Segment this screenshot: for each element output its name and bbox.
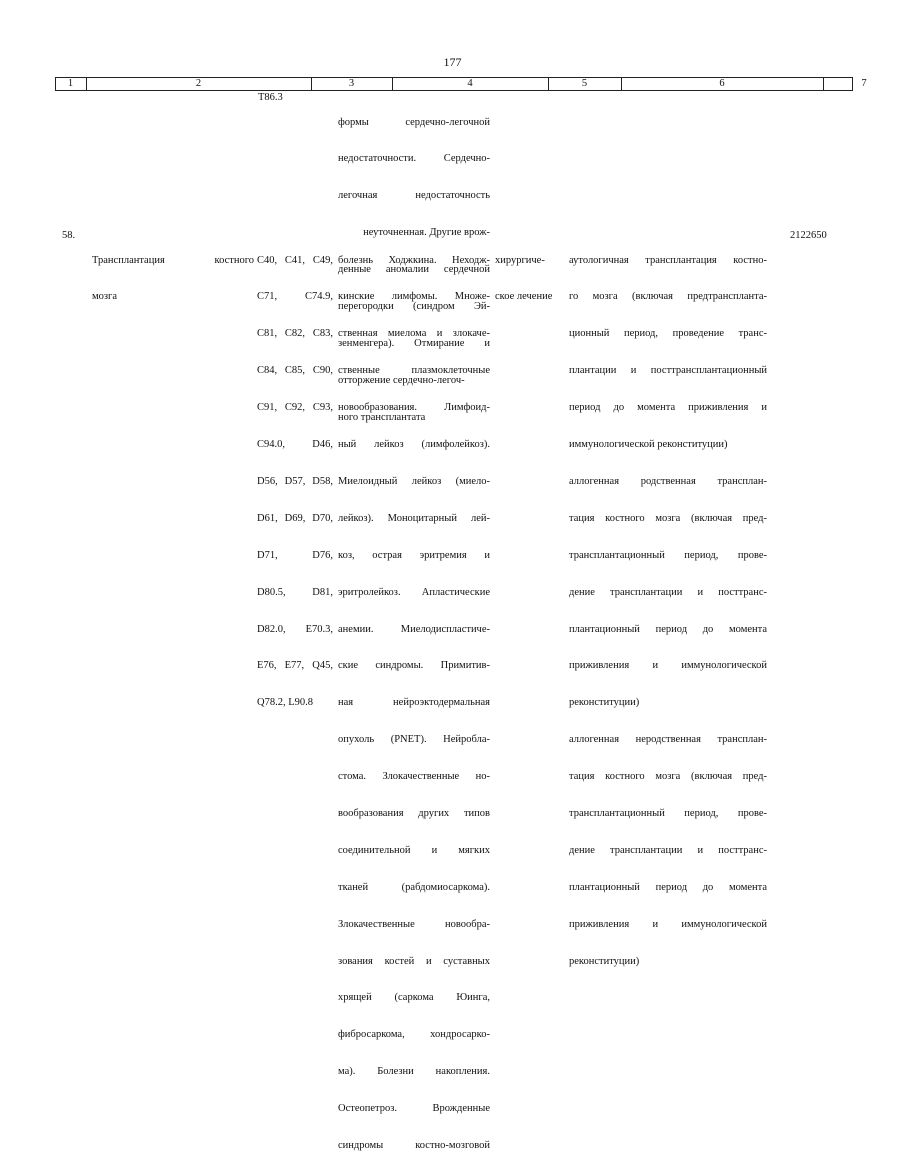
text-line: коз, острая эритремия и (338, 549, 490, 561)
text-line: C91, C92, C93, (257, 402, 333, 414)
text-line: соединительной и мягких (338, 844, 490, 856)
text-line: иммунологической реконституции) (569, 439, 728, 451)
text-line: хрящей (саркома Юинга, (338, 992, 490, 1004)
text-line: D80.5, D81, (257, 586, 333, 598)
text-line: плантации и посттрансплантационный (569, 365, 767, 377)
text-line: аллогенная неродственная трансплан- (569, 734, 767, 746)
text-line: ское лечение (495, 291, 553, 303)
text-line: мозга (92, 291, 118, 303)
col-divider (548, 77, 549, 90)
row-treatment-type (495, 230, 565, 316)
text-line: D56, D57, D58, (257, 475, 333, 487)
text-line: дение трансплантации и посттранс- (569, 586, 767, 598)
text-line: анемии. Миелодиспластиче- (338, 623, 490, 635)
col-divider (55, 77, 56, 90)
header-col-7: 7 (861, 78, 867, 89)
text-line: C94.0, D46, (257, 439, 333, 451)
text-line: неуточненная. Другие врож- (363, 227, 490, 239)
text-line: ный лейкоз (лимфолейкоз). (338, 439, 490, 451)
row-treatment-method (569, 230, 767, 980)
text-line: E76, E77, Q45, (257, 660, 333, 672)
text-line: реконституции) (569, 697, 640, 709)
text-line: аутологичная трансплантация костно- (569, 254, 767, 266)
text-line: недостаточности. Сердечно- (338, 153, 490, 165)
text-line: ная нейроэктодермальная (338, 697, 490, 709)
text-line: эритролейкоз. Апластические (338, 586, 490, 598)
text-line: отторжение сердечно-легоч- (338, 374, 465, 386)
text-line: C71, C74.9, (257, 291, 333, 303)
text-line: Трансплантация костного (92, 254, 254, 266)
row-name (92, 230, 254, 316)
col-divider (392, 77, 393, 90)
text-line: тация костного мозга (включая пред- (569, 512, 767, 524)
row-number: 58. (62, 230, 76, 241)
page-number: 177 (443, 55, 462, 69)
text-line: ственные плазмоклеточные (338, 365, 490, 377)
text-line: опухоль (PNET). Нейробла- (338, 734, 490, 746)
text-line: плантационный период до момента (569, 623, 767, 635)
header-col-5: 5 (581, 78, 588, 89)
text-line: ционный период, проведение транс- (569, 328, 767, 340)
text-line: зенменгера). Отмирание и (338, 337, 490, 349)
text-line: трансплантационный период, прове- (569, 807, 767, 819)
header-col-6: 6 (719, 78, 725, 89)
text-line: D71, D76, (257, 549, 333, 561)
text-line: синдромы костно-мозговой (338, 1139, 490, 1151)
text-line: хирургиче- (495, 254, 545, 266)
col-divider (823, 77, 824, 90)
text-line: D82.0, E70.3, (257, 623, 333, 635)
text-line: тканей (рабдомиосаркома). (338, 881, 490, 893)
text-line: D61, D69, D70, (257, 512, 333, 524)
row-disease-model (338, 230, 490, 1165)
text-line: перегородки (синдром Эй- (338, 301, 490, 313)
text-line: Злокачественные новообра- (338, 918, 490, 930)
text-line: стома. Злокачественные но- (338, 771, 490, 783)
text-line: аллогенная родственная трансплан- (569, 475, 767, 487)
text-line: ственная миелома и злокаче- (338, 328, 490, 340)
text-line: легочная недостаточность (338, 190, 490, 202)
text-line: го мозга (включая предтранспланта- (569, 291, 767, 303)
text-line: плантационный период до момента (569, 881, 767, 893)
text-line: ские синдромы. Примитив- (338, 660, 490, 672)
text-line: Q78.2, L90.8 (257, 697, 313, 709)
text-line: приживления и иммунологической (569, 918, 767, 930)
text-line: реконституции) (569, 955, 640, 967)
continuation-icd-code: T86.3 (258, 92, 283, 103)
col-divider (852, 77, 853, 90)
text-line: ма). Болезни накопления. (338, 1066, 490, 1078)
text-line: приживления и иммунологической (569, 660, 767, 672)
text-line: кинские лимфомы. Множе- (338, 291, 490, 303)
text-line: Миелоидный лейкоз (миело- (338, 475, 490, 487)
col-divider (311, 77, 312, 90)
row-icd-codes (257, 230, 333, 722)
text-line: C40, C41, C49, (257, 254, 333, 266)
text-line: фибросаркома, хондросарко- (338, 1029, 490, 1041)
text-line: зования костей и суставных (338, 955, 490, 967)
row-cost: 2122650 (790, 230, 827, 241)
text-line: дение трансплантации и посттранс- (569, 844, 767, 856)
text-line: Остеопетроз. Врожденные (338, 1103, 490, 1115)
table-header-row (55, 77, 867, 91)
text-line: C84, C85, C90, (257, 365, 333, 377)
header-col-1: 1 (67, 78, 74, 89)
text-line: формы сердечно-легочной (338, 116, 490, 128)
text-line: тация костного мозга (включая пред- (569, 771, 767, 783)
header-col-3: 3 (348, 78, 355, 89)
header-col-4: 4 (467, 78, 473, 89)
text-line: болезнь Ходжкина. Неходж- (338, 254, 490, 266)
text-line: C81, C82, C83, (257, 328, 333, 340)
text-line: ного трансплантата (338, 411, 426, 423)
text-line: вообразования других типов (338, 807, 490, 819)
text-line: лейкоз). Моноцитарный лей- (338, 512, 490, 524)
header-col-2: 2 (195, 78, 202, 89)
text-line: новообразования. Лимфоид- (338, 402, 490, 414)
col-divider (86, 77, 87, 90)
text-line: трансплантационный период, прове- (569, 549, 767, 561)
text-line: период до момента приживления и (569, 402, 767, 414)
col-divider (621, 77, 622, 90)
text-line: денные аномалии сердечной (338, 264, 490, 276)
